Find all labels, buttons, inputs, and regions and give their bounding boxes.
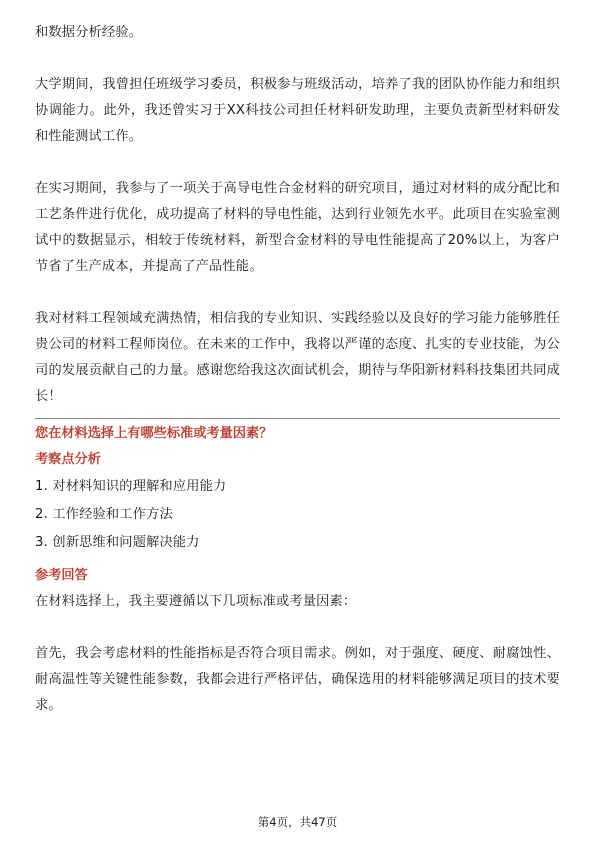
body-paragraph-3: 在实习期间，我参与了一项关于高导电性合金材料的研究项目，通过对材料的成分配比和工艺条件进行优化，成功提高了材料的导电性能，达到行业领先水平。此项目在实验室测试中的数据显示，相较于传统材料，新型合金材料的导电性能提高了20%以上，为客户节省了生产成本，并提高了产品性能。 [35,181,560,274]
answer-heading: 参考回答 [35,568,88,583]
page-content [35,20,560,719]
question-title: 您在材料选择上有哪些标准或考量因素？ [35,426,273,441]
body-paragraph-4: 我对材料工程领域充满热情，相信我的专业知识、实践经验以及良好的学习能力能够胜任贵公司的材料工程师岗位。在未来的工作中，我将以严谨的态度、扎实的专业技能，为公司的发展贡献自己的力量。感谢您给我这次面试机会，期待与华阳新材料科技集团共同成长！ [35,311,560,404]
list-item: 1. 对材料知识的理解和应用能力 [35,479,227,494]
section-divider [35,418,560,419]
body-paragraph-1: 和数据分析经验。 [35,25,143,40]
answer-paragraph-1: 在材料选择上，我主要遵循以下几项标准或考量因素： [35,594,357,609]
answer-paragraph-2: 首先，我会考虑材料的性能指标是否符合项目需求。例如，对于强度、硬度、耐腐蚀性、耐高温性等关键性能参数，我都会进行严格评估，确保选用的材料能够满足项目的技术要求。 [35,646,560,713]
list-item: 3. 创新思维和问题解决能力 [35,535,200,550]
page-number: 第4页，共47页 [257,815,338,829]
body-paragraph-2: 大学期间，我曾担任班级学习委员，积极参与班级活动，培养了我的团队协作能力和组织协调能力。此外，我还曾实习于XX科技公司担任材料研发助理，主要负责新型材料研发和性能测试工作。 [35,77,560,144]
list-item: 2. 工作经验和工作方法 [35,507,173,522]
analysis-heading: 考察点分析 [35,452,101,467]
analysis-list [35,473,560,557]
